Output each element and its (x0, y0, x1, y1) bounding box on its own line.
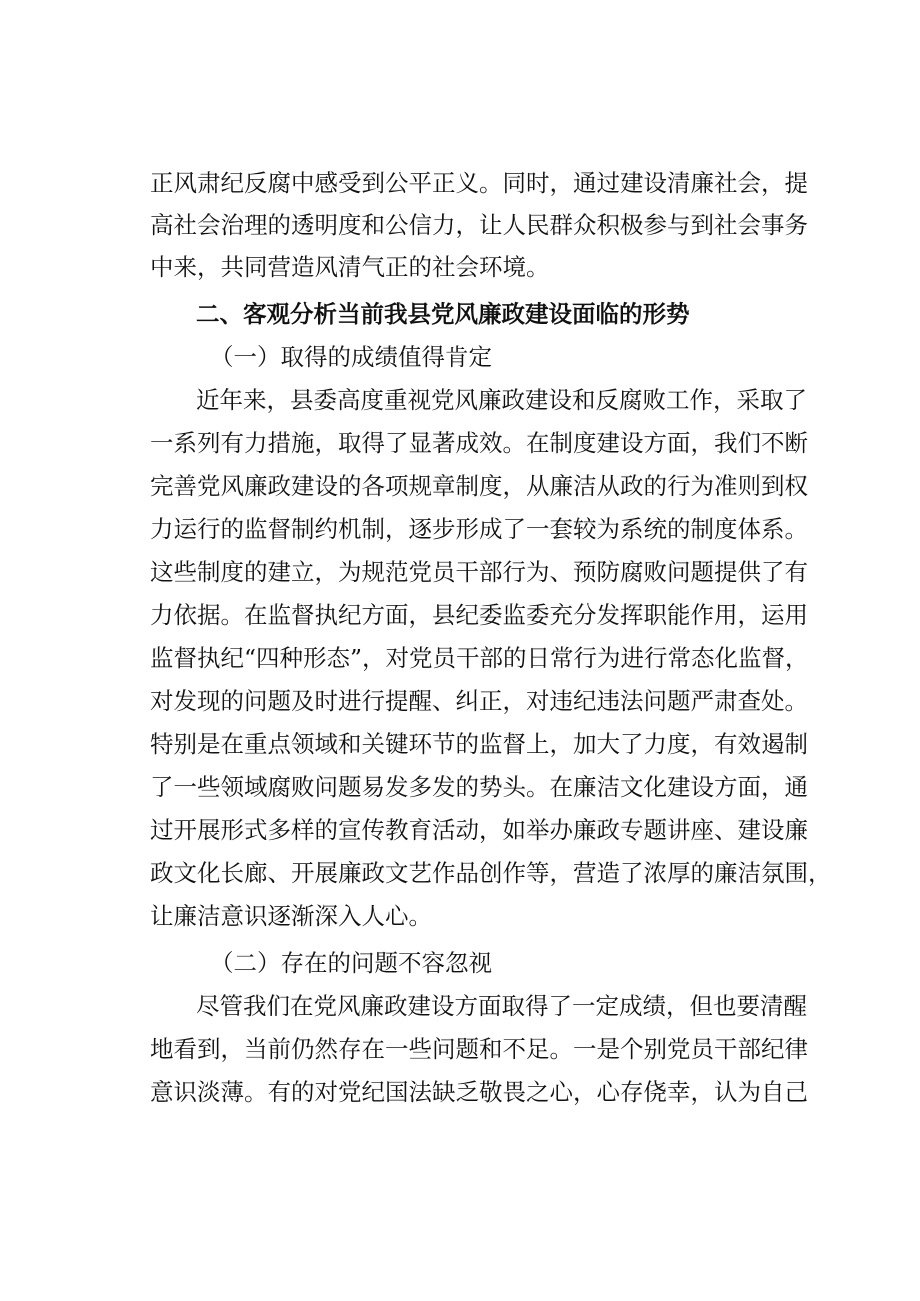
subsection-heading: （一）取得的成绩值得肯定 (210, 343, 492, 371)
paragraph-line: 近年来，县委高度重视党风廉政建设和反腐败工作，采取了 (196, 386, 807, 414)
paragraph-line: 监督执纪“四种形态”，对党员干部的日常行为进行常态化监督， (150, 644, 809, 672)
paragraph-line: 中来，共同营造风清气正的社会环境。 (150, 253, 550, 281)
paragraph-line: 政文化长廊、开展廉政文艺作品创作等，营造了浓厚的廉洁氛围， (150, 859, 832, 887)
paragraph-line: 一系列有力措施，取得了显著成效。在制度建设方面，我们不断 (150, 429, 808, 457)
paragraph-line: 特别是在重点领域和关键环节的监督上，加大了力度，有效遏制 (150, 730, 808, 758)
paragraph-line: 地看到，当前仍然存在一些问题和不足。一是个别党员干部纪律 (150, 1035, 808, 1063)
paragraph-line: 意识淡薄。有的对党纪国法缺乏敬畏之心，心存侥幸，认为自己 (150, 1078, 808, 1106)
paragraph-line: 力运行的监督制约机制，逐步形成了一套较为系统的制度体系。 (150, 515, 808, 543)
paragraph-line: 完善党风廉政建设的各项规章制度，从廉洁从政的行为准则到权 (150, 472, 808, 500)
paragraph-line: 对发现的问题及时进行提醒、纠正，对违纪违法问题严肃查处。 (150, 687, 808, 715)
subsection-heading: （二）存在的问题不容忽视 (210, 949, 492, 977)
paragraph-line: 高社会治理的透明度和公信力，让人民群众积极参与到社会事务 (150, 211, 808, 239)
paragraph-line: 力依据。在监督执纪方面，县纪委监委充分发挥职能作用，运用 (150, 601, 808, 629)
paragraph-line: 过开展形式多样的宣传教育活动，如举办廉政专题讲座、建设廉 (150, 816, 808, 844)
paragraph-line: 了一些领域腐败问题易发多发的势头。在廉洁文化建设方面，通 (150, 773, 808, 801)
paragraph-line: 这些制度的建立，为规范党员干部行为、预防腐败问题提供了有 (150, 558, 808, 586)
paragraph-line: 让廉洁意识逐渐深入人心。 (150, 902, 432, 930)
paragraph-line: 尽管我们在党风廉政建设方面取得了一定成绩，但也要清醒 (196, 992, 807, 1020)
paragraph-line: 正风肃纪反腐中感受到公平正义。同时，通过建设清廉社会，提 (150, 169, 808, 197)
section-heading: 二、客观分析当前我县党风廉政建设面临的形势 (196, 300, 690, 328)
